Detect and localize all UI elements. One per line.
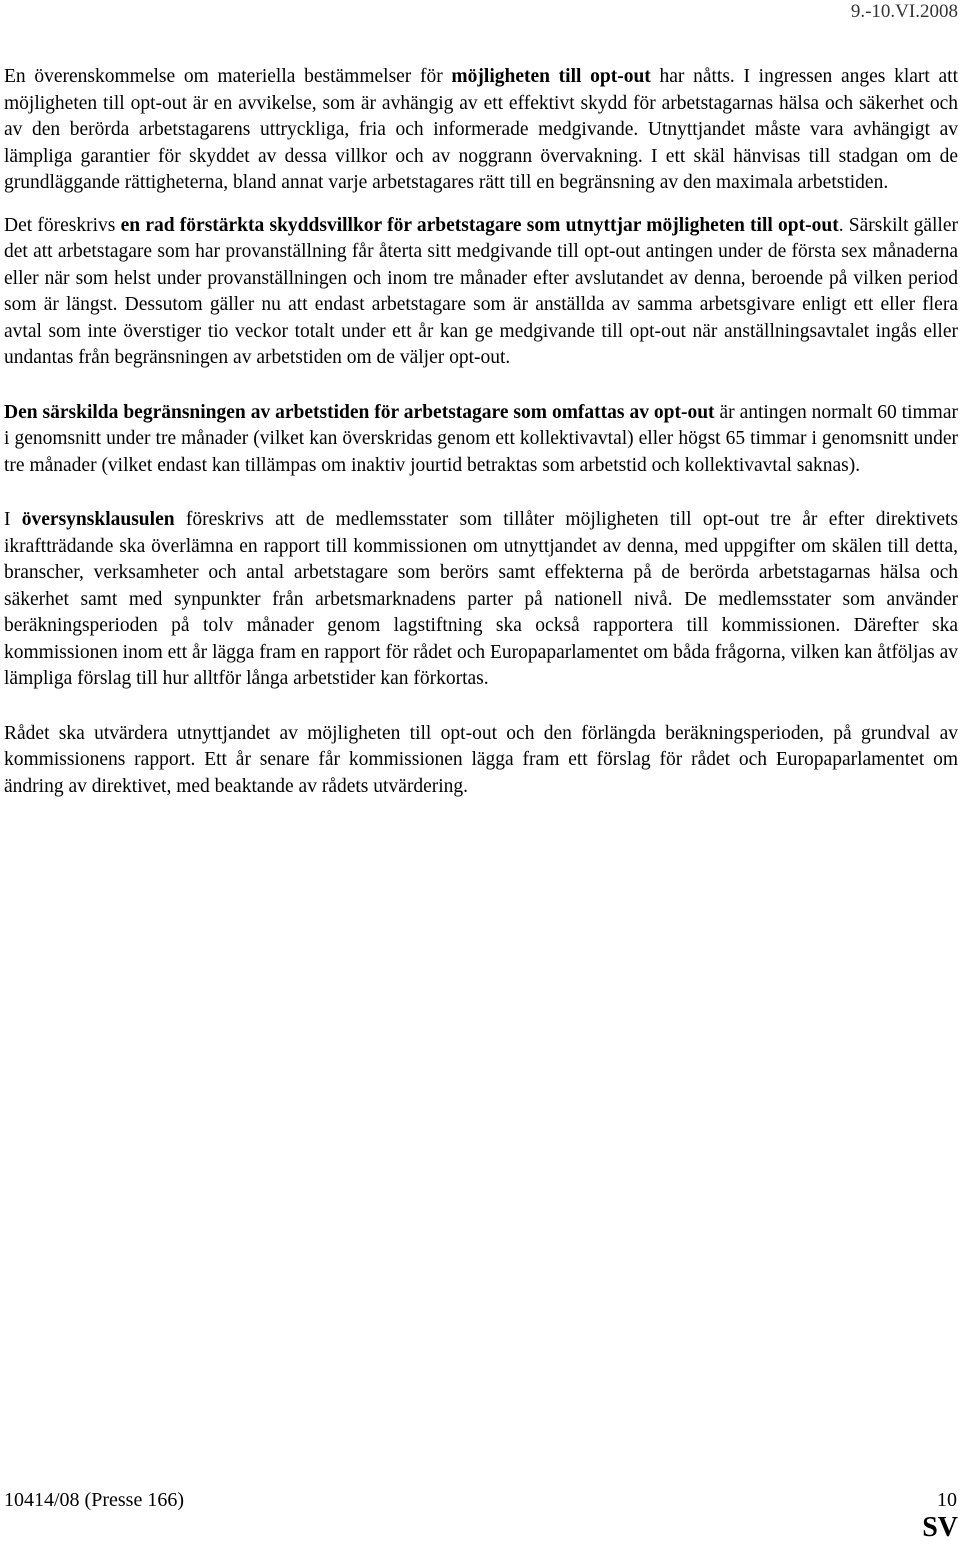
paragraph-text: Det föreskrivs bbox=[4, 214, 121, 236]
footer-language-code: SV bbox=[922, 1512, 958, 1543]
document-body bbox=[4, 64, 958, 800]
paragraph-working-time-limit bbox=[4, 400, 958, 480]
paragraph-council-evaluation bbox=[4, 721, 958, 801]
paragraph-protective-conditions bbox=[4, 213, 958, 372]
footer-document-reference: 10414/08 (Presse 166) bbox=[4, 1489, 184, 1511]
header-date: 9.-10.VI.2008 bbox=[850, 1, 958, 22]
paragraph-text: har nåtts. I ingressen anges klart att möjligheten till opt-out är en avvikelse, som är avhängig av ett effektivt skydd för arbetstagarnas hälsa och säkerhet och av den berörda arbetstagarens uttryckliga, fria och informerade medgivande. Utnyttjandet måste vara avhängigt av lämpliga garantier för skyddet av dessa villkor och av noggrann övervakning. I ett skäl hänvisas till stadgan om de grundläggande rättigheterna, bland annat varje arbetstagares rätt till en begränsning av den maximala arbetstiden. bbox=[4, 66, 958, 193]
bold-phrase: möjligheten till opt-out bbox=[451, 66, 651, 87]
bold-phrase: en rad förstärkta skyddsvillkor för arbetstagare som utnyttjar möjligheten till opt-out bbox=[120, 214, 839, 236]
bold-phrase: översynsklausulen bbox=[21, 509, 175, 530]
bold-phrase: Den särskilda begränsningen av arbetstiden för arbetstagare som omfattas av opt-out bbox=[4, 401, 715, 423]
paragraph-text: En överenskommelse om materiella bestämmelser för bbox=[4, 66, 452, 87]
paragraph-text: föreskrivs att de medlemsstater som tillåter möjligheten till opt-out tre år efter direktivets ikraftträdande ska överlämna en rapport till kommissionen om utnyttjandet av denna, med uppgifter om skälen till detta, branscher, verksamheter och antal arbetstagare som berörs samt effekterna på de berörda arbetstagarnas hälsa och säkerhet samt med synpunkter från arbetsmarknadens parter på nationell nivå. De medlemsstater som använder beräkningsperioden på tolv månader genom lagstiftning ska också rapportera till kommissionen. Därefter ska kommissionen inom ett år lägga fram en rapport för rådet och Europaparlamentet om båda frågorna, vilken kan åtföljas av lämpliga förslag till hur alltför långa arbetstider kan förkortas. bbox=[4, 509, 959, 689]
paragraph-review-clause bbox=[4, 507, 958, 693]
paragraph-opt-out-agreement bbox=[4, 64, 958, 197]
paragraph-text: är antingen normalt 60 timmar i genomsnitt under tre månader (vilket kan överskridas genom ett kollektivavtal) eller högst 65 timmar i genomsnitt under tre månader (vilket endast kan tillämpas om inaktiv jourtid betraktas som arbetstid och kollektivavtal saknas). bbox=[4, 401, 958, 476]
paragraph-text: . Särskilt gäller det att arbetstagare som har provanställning får återta sitt medgivande till opt-out antingen under de första sex månaderna eller när som helst under provanställningen och inom tre månader efter avslutandet av denna, beroende på vilken period som är längst. Dessutom gäller nu att endast arbetstagare som är anställda av samma arbetsgivare enligt ett eller flera avtal som inte överstiger tio veckor totalt under ett år kan ge medgivande till opt-out när anställningsavtalet ingås eller undantas från begränsningen av arbetstiden om de väljer opt-out. bbox=[4, 214, 959, 368]
paragraph-text: Rådet ska utvärdera utnyttjandet av möjligheten till opt-out och den förlängda beräkningsperioden, på grundval av kommissionens rapport. Ett år senare får kommissionen lägga fram ett förslag för rådet och Europaparlamentet om ändring av direktivet, med beaktande av rådets utvärdering. bbox=[4, 722, 958, 797]
paragraph-text: I bbox=[4, 509, 22, 530]
footer-page-number: 10 bbox=[937, 1489, 957, 1511]
